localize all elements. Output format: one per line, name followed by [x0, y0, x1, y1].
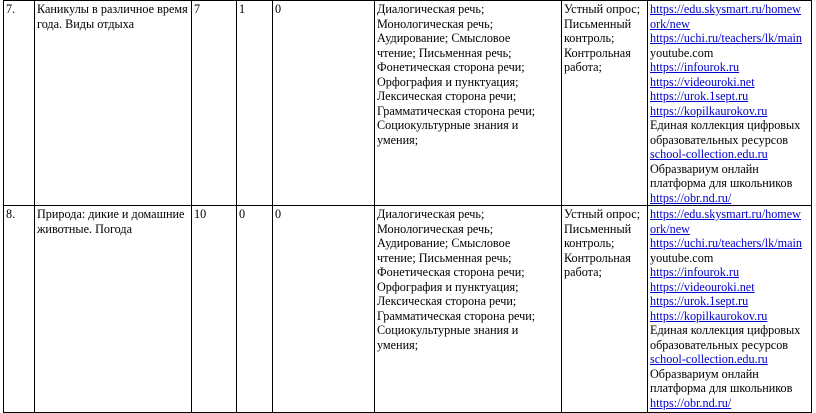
school-collection-link[interactable]: school-collection.edu.ru [650, 147, 768, 161]
collection-text: Единая коллекция цифровых [650, 323, 801, 337]
obrazvarium-text: Образвариум онлайн [650, 366, 759, 381]
activity-line: Диалогическая речь; [377, 2, 485, 16]
collection-text: Единая коллекция цифровых [650, 118, 801, 132]
kopilkaurokov-link[interactable]: https://kopilkaurokov.ru [650, 308, 768, 323]
control-line: Письменный [564, 221, 632, 236]
control-line: контроль; [564, 236, 615, 250]
skysmart-link[interactable]: https://edu.skysmart.ru/homew [650, 207, 801, 221]
activity-line: Монологическая речь; [377, 16, 494, 31]
obrazvarium-text: Образвариум онлайн [650, 161, 759, 176]
urok-1sept-link[interactable]: https://urok.1sept.ru [650, 294, 749, 308]
control-line: Контрольная [564, 250, 631, 265]
obrazvarium-text: платформа для школьников [650, 381, 793, 395]
topic-text: Каникулы в различное время года. Виды отдыха [37, 2, 188, 31]
resources-cell [648, 206, 812, 413]
activity-line: чтение; Письменная речь; [377, 250, 512, 265]
activity-line: Диалогическая речь; [377, 207, 485, 221]
hours-total-cell: 7 [192, 1, 237, 206]
obrazvarium-text: платформа для школьников [650, 176, 793, 190]
skysmart-link-continued[interactable]: ork/new [650, 16, 690, 31]
control-line: Контрольная [564, 45, 631, 60]
obr-nd-link[interactable]: https://obr.nd.ru/ [650, 395, 732, 410]
collection-text: образовательных ресурсов [650, 132, 789, 147]
activity-line: умения; [377, 132, 419, 147]
activity-line: Фонетическая сторона речи; [377, 265, 525, 279]
youtube-text: youtube.com [650, 45, 714, 60]
table-row [4, 1, 812, 206]
skysmart-link[interactable]: https://edu.skysmart.ru/homew [650, 2, 801, 16]
control-line: Устный опрос; [564, 2, 641, 16]
uchi-link[interactable]: https://uchi.ru/teachers/lk/main [650, 31, 802, 45]
activity-line: Грамматическая сторона речи; [377, 103, 536, 118]
activity-line: Орфография и пунктуация; [377, 279, 519, 294]
row-number: 8. [4, 206, 35, 413]
activity-line: Монологическая речь; [377, 221, 494, 236]
kopilkaurokov-link[interactable]: https://kopilkaurokov.ru [650, 103, 768, 118]
topic-text: Природа: дикие и домашние животные. Погода [37, 207, 185, 236]
topic-cell [35, 206, 192, 413]
infourok-link[interactable]: https://infourok.ru [650, 265, 740, 279]
activities-cell [375, 206, 562, 413]
hours-control-cell: 0 [237, 206, 273, 413]
activity-line: Лексическая сторона речи; [377, 294, 517, 308]
row-number: 7. [4, 1, 35, 206]
table-row [4, 206, 812, 413]
activity-line: Социокультурные знания и [377, 118, 519, 132]
activity-line: Социокультурные знания и [377, 323, 519, 337]
skysmart-link-continued[interactable]: ork/new [650, 221, 690, 236]
control-line: контроль; [564, 31, 615, 45]
control-line: работа; [564, 60, 602, 74]
control-line: Письменный [564, 16, 632, 31]
hours-practice-cell: 0 [273, 206, 375, 413]
activities-cell [375, 1, 562, 206]
obr-nd-link[interactable]: https://obr.nd.ru/ [650, 190, 732, 205]
hours-total-cell: 10 [192, 206, 237, 413]
infourok-link[interactable]: https://infourok.ru [650, 60, 740, 74]
uchi-link[interactable]: https://uchi.ru/teachers/lk/main [650, 236, 802, 250]
topic-cell [35, 1, 192, 206]
control-line: Устный опрос; [564, 207, 641, 221]
control-cell [562, 206, 648, 413]
activity-line: Фонетическая сторона речи; [377, 60, 525, 74]
youtube-text: youtube.com [650, 250, 714, 265]
activity-line: чтение; Письменная речь; [377, 45, 512, 60]
hours-control-cell: 1 [237, 1, 273, 206]
activity-line: Грамматическая сторона речи; [377, 308, 536, 323]
collection-text: образовательных ресурсов [650, 337, 789, 352]
activity-line: Лексическая сторона речи; [377, 89, 517, 103]
control-cell [562, 1, 648, 206]
lesson-plan-table [3, 0, 812, 413]
hours-practice-cell: 0 [273, 1, 375, 206]
urok-1sept-link[interactable]: https://urok.1sept.ru [650, 89, 749, 103]
resources-cell [648, 1, 812, 206]
activity-line: Аудирование; Смысловое [377, 31, 511, 45]
school-collection-link[interactable]: school-collection.edu.ru [650, 352, 768, 366]
activity-line: Орфография и пунктуация; [377, 74, 519, 89]
activity-line: Аудирование; Смысловое [377, 236, 511, 250]
activity-line: умения; [377, 337, 419, 352]
videouroki-link[interactable]: https://videouroki.net [650, 279, 755, 294]
control-line: работа; [564, 265, 602, 279]
videouroki-link[interactable]: https://videouroki.net [650, 74, 755, 89]
